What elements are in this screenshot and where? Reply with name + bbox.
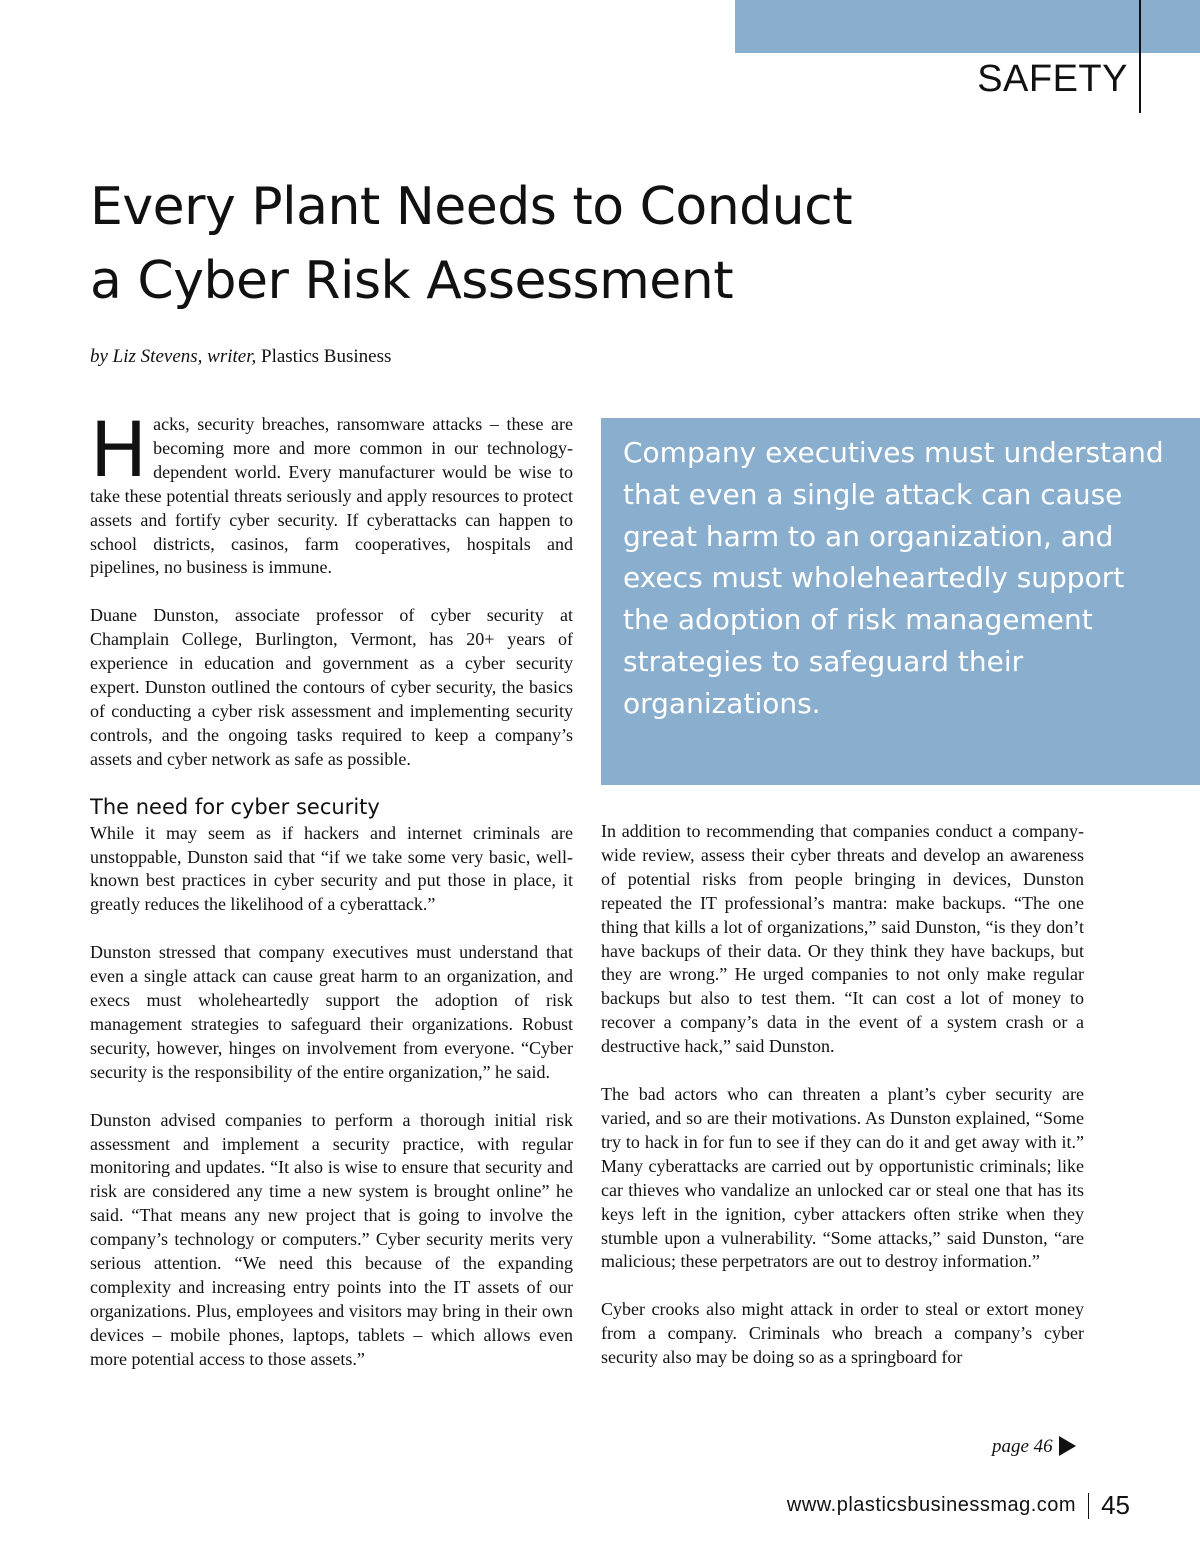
headline-line-1: Every Plant Needs to Conduct — [90, 177, 853, 237]
article-column-right — [601, 820, 1084, 1394]
continued-label: page 46 — [992, 1436, 1053, 1457]
footer-divider — [1088, 1493, 1089, 1519]
byline — [90, 346, 391, 368]
article-paragraph: In addition to recommending that companies conduct a company-wide review, assess their cyber threats and develop an awareness of potential risks from people bringing in devices, Dunston repeated the IT professional’s mantra: make backups. “The one thing that kills a lot of organizations,” said Dunston, “is they don’t have backups of their data. Or they think they have backups, but they are wrong.” He urged companies to not only make regular backups but also to test them. “It can cost a lot of money to recover a company’s data in the event of a system crash or a destructive hack,” said Dunston. — [601, 821, 1084, 1057]
article-headline — [90, 170, 990, 318]
section-header-bar — [735, 0, 1200, 53]
drop-cap: H — [90, 405, 148, 494]
section-divider-rule — [1139, 0, 1141, 113]
article-paragraph: Dunston advised companies to perform a thorough initial risk assessment and implement a security practice, with regular monitoring and updates. “It also is wise to ensure that security and risk are considered any time a new system is brought online” he said. “That means any new project that is going to involve the company’s technology or computers.” Cyber security merits very serious attention. “We need this because of the expanding complexity and increasing entry points into the IT assets of our organizations. Plus, employees and visitors may bring in their own devices – mobile phones, laptops, tablets – which allows even more potential access to those assets.” — [90, 1109, 573, 1369]
article-paragraph: While it may seem as if hackers and internet criminals are unstoppable, Dunston said that “if we take some very basic, well-known best practices in cyber security and put those in place, it greatly reduces the likelihood of a cyberattack.” — [90, 822, 573, 915]
article-paragraph — [90, 405, 573, 580]
page-number: 45 — [1101, 1490, 1130, 1520]
article-column-left — [90, 405, 573, 1396]
pull-quote-box — [601, 418, 1200, 785]
headline-line-2: a Cyber Risk Assessment — [90, 251, 734, 311]
pull-quote-text: Company executives must understand that even a single attack can cause great harm to an organization, and execs must wholeheartedly support the adoption of risk management strategies to safeguard their organizations. — [623, 436, 1164, 720]
section-label: SAFETY — [977, 58, 1128, 100]
footer-url: www.plasticsbusinessmag.com — [786, 1493, 1077, 1516]
arrow-right-icon — [1059, 1436, 1076, 1456]
article-paragraph: Duane Dunston, associate professor of cyber security at Champlain College, Burlington, Vermont, has 20+ years of experience in education and government as a cyber security expert. Dunston outlined the contours of cyber security, the basics of conducting a cyber risk assessment and implementing security controls, and the ongoing tasks required to keep a company’s assets and cyber network as safe as possible. — [90, 605, 573, 769]
continued-on-page — [992, 1436, 1076, 1458]
article-paragraph: Dunston stressed that company executives must understand that even a single attack can cause great harm to an organization, and execs must wholeheartedly support the adoption of risk management strategies to safeguard their organizations. Robust security, however, hinges on involvement from everyone. “Cyber security is the responsibility of the entire organization,” he said. — [90, 942, 573, 1082]
byline-author: by Liz Stevens, writer, — [90, 346, 257, 367]
article-paragraph: Cyber crooks also might attack in order to steal or extort money from a company. Criminals who breach a company’s cyber security also may be doing so as a springboard for — [601, 1299, 1084, 1368]
section-subhead: The need for cyber security — [90, 794, 380, 819]
byline-publication: Plastics Business — [261, 346, 392, 367]
paragraph-text: acks, security breaches, ransomware attacks – these are becoming more and more common in our technology-dependent world. Every manufacturer would be wise to take these potential threats seriously and apply resources to protect assets and fortify cyber security. If cyberattacks can happen to school districts, casinos, farm cooperatives, hospitals and pipelines, no business is immune. — [90, 414, 573, 578]
page-footer — [787, 1490, 1130, 1521]
article-paragraph: The bad actors who can threaten a plant’s cyber security are varied, and so are their motivations. As Dunston explained, “Some try to hack in for fun to see if they can do it and get away with it.” Many cyberattacks are carried out by opportunistic criminals; like car thieves who vandalize an unlocked car or steal one that has its keys left in the ignition, cyber attackers often strike when they stumble upon a vulnerability. “Some attacks,” said Dunston, “are malicious; these perpetrators are out to destroy information.” — [601, 1084, 1084, 1272]
